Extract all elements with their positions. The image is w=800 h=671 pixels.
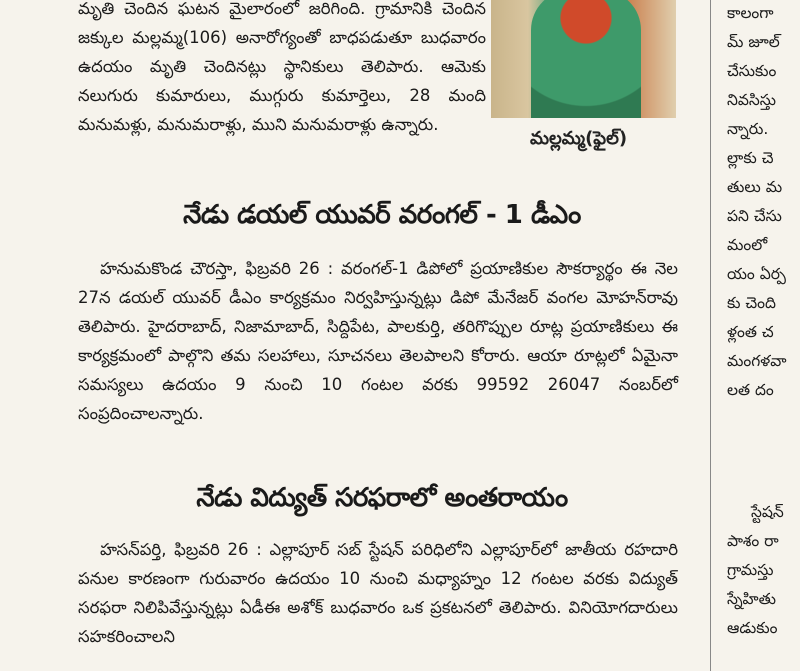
- right-line: గ్రామస్తు: [727, 561, 774, 579]
- story-2-text: హసన్‌పర్తి, ఫిబ్రవరి 26 : ఎల్లాపూర్ సబ్ స్టేషన్ పరిధిలోని ఎల్లాపూర్‌లో జాతీయ రహదారి పనుల కారణంగా గురువారం ఉదయం 10 నుంచి మధ్యాహ్నం 12 గంటల వరకు విద్యుత్ సరఫరా నిలిపివేస్తున్నట్లు ఏడీఈ అశోక్ బుధవారం ఒక ప్రకటనలో తెలిపారు. వినియోగదారులు సహకరించాలని: [78, 540, 678, 646]
- story-1-text: హనుమకొండ చౌరస్తా, ఫిబ్రవరి 26 : వరంగల్-1 డిపోలో ప్రయాణికుల సౌకర్యార్థం ఈ నెల 27న డయల్ యువర్ డీఎం కార్యక్రమం నిర్వహిస్తున్నట్లు డిపో మేనేజర్ వంగల మోహన్‌రావు తెలిపారు. హైదరాబాద్, నిజామాబాద్, సిద్దిపేట, పాలకుర్తి, తరిగొప్పుల రూట్ల ప్రయాణికులు ఈ కార్యక్రమంలో పాల్గొని తమ సలహాలు, సూచనలు తెలపాలని కోరారు. ఆయా రూట్లలో ఏమైనా సమస్యలు ఉదయం 9 నుంచి 10 గంటల వరకు 99592 26047 నంబర్‌లో సంప్రదించాలన్నారు.: [78, 259, 678, 423]
- right-line: న్నారు.: [727, 120, 769, 138]
- right-line: నివసిస్తు: [727, 91, 777, 109]
- left-column: [78, 0, 686, 671]
- headline-dial-your-dm: నేడు డయల్ యువర్ వరంగల్ - 1 డీఎం: [183, 200, 581, 230]
- top-paragraph: మృతి చెందిన ఘటన మైలారంలో జరిగింది. గ్రామానికి చెందిన జక్కుల మల్లమ్మ(106) అనారోగ్యంతో బాధపడుతూ బుధవారం ఉదయం మృతి చెందినట్లు స్థానికులు తెలిపారు. ఆమెకు నలుగురు కుమారులు, ముగ్గురు కుమార్తెలు, 28 మంది మనుమళ్లు, మనుమరాళ్లు, ముని మనుమరాళ్లు ఉన్నారు.: [78, 0, 486, 134]
- right-column: [727, 0, 800, 671]
- mallamma-photo: [491, 0, 676, 118]
- right-line: ల్లాకు చె: [727, 149, 774, 167]
- headline-power-outage: నేడు విద్యుత్ సరఫరాలో అంతరాయం: [196, 483, 568, 513]
- right-line: ళ్లంత చ: [727, 323, 774, 341]
- right-line: మ్ జూల్: [727, 33, 780, 51]
- right-line: పని చేసు: [727, 207, 782, 225]
- right-column-block-a: [727, 0, 787, 405]
- right-column-block-b: [727, 498, 784, 643]
- right-line: కు చెంది: [727, 294, 776, 312]
- right-line: స్నేహితు: [727, 590, 776, 608]
- right-line: తులు మ: [727, 178, 783, 196]
- story-dial-your-dm: [78, 254, 678, 428]
- right-line: యం ఏర్ప: [727, 265, 786, 283]
- story-power-outage: [78, 535, 678, 651]
- right-line: కాలంగా: [727, 4, 774, 22]
- person-figure: [531, 0, 641, 118]
- right-line: స్టేషన్: [751, 503, 784, 521]
- right-line: పాశం రా: [727, 532, 779, 550]
- right-line: లత దం: [727, 381, 774, 399]
- right-line: మంగళవా: [727, 352, 787, 370]
- photo-caption: మల్లమ్మ(ఫైల్): [530, 128, 628, 149]
- right-line: మంలో: [727, 236, 768, 254]
- right-line: ఆడుకుం: [727, 619, 778, 637]
- column-divider: [710, 0, 711, 671]
- right-line: చేసుకుం: [727, 62, 777, 80]
